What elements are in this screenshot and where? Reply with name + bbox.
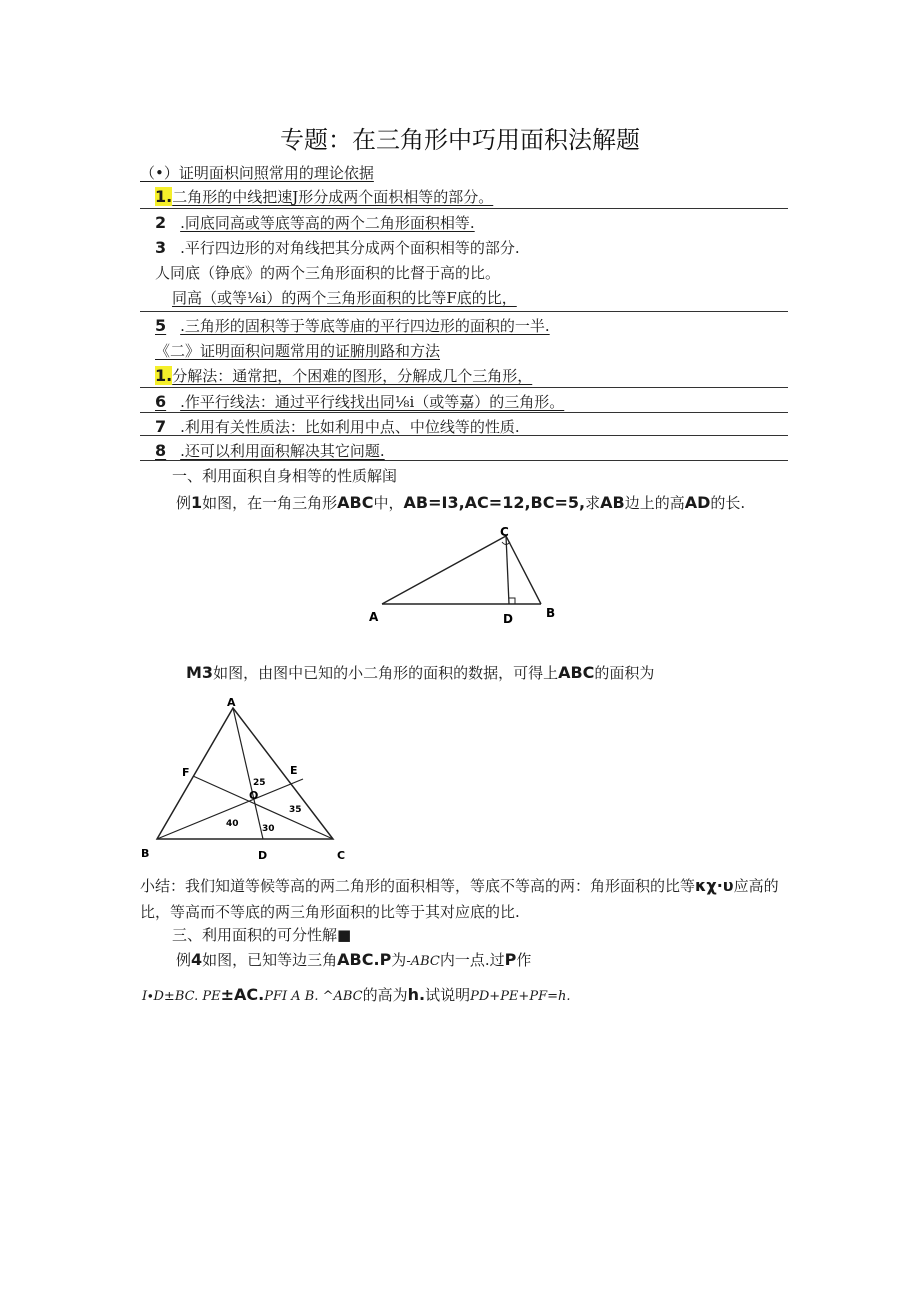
section2-heading: 《二》证明面积问题常用的证腑刖路和方法 xyxy=(155,342,441,360)
divider xyxy=(140,208,788,209)
ex3-text: 如图，由图中已知的小二角形的面积的数据，可得上 xyxy=(213,664,559,682)
item-number: 1. xyxy=(155,187,173,206)
ex4-text: 为 xyxy=(391,951,407,969)
label-d: D xyxy=(503,612,513,626)
list-item xyxy=(155,238,520,258)
ex1-ad: AD xyxy=(684,493,711,512)
ex1-prefix: 例 xyxy=(176,494,192,512)
ex1-text: 如图，在一角三角形 xyxy=(202,494,338,512)
ex4-formula: PD+PE+PF=h. xyxy=(470,989,571,1004)
ex4-formula-bold: ±AC. xyxy=(220,985,265,1004)
section1-heading: （•）证明面枳问照常用的理论依据 xyxy=(140,164,374,182)
label-f: F xyxy=(182,766,190,779)
item-number: 8 xyxy=(155,441,167,460)
item-text: 同高（或等⅛i）的两个三角形面积的比等F底的比， xyxy=(172,289,517,307)
ex1-number: 1 xyxy=(191,493,203,512)
list-item xyxy=(155,392,564,412)
item-number: 2 xyxy=(155,213,167,232)
ex4-formula: I∙D±BC. PE xyxy=(142,989,221,1004)
label-a: A xyxy=(227,696,236,709)
ex1-ask: 求 xyxy=(585,494,601,512)
ex4-text: 如图，已知等边三角 xyxy=(202,951,338,969)
item-text: .三角形的固积等于等底等庙的平行四边形的面积的一半. xyxy=(180,317,550,335)
item-number: 7 xyxy=(155,417,167,436)
divider xyxy=(140,412,788,413)
item-number: 5 xyxy=(155,316,167,335)
area-label: 30 xyxy=(262,824,275,834)
ex4-text: 的高为 xyxy=(362,986,408,1004)
example4-line-1 xyxy=(176,950,531,972)
ex4-text: 内一点.过 xyxy=(439,951,505,969)
figure-right-triangle xyxy=(360,522,570,630)
summary-line-1 xyxy=(140,876,779,896)
ex4-text: 作 xyxy=(516,951,532,969)
ex1-ab: AB xyxy=(600,493,625,512)
example1-text xyxy=(176,493,745,513)
ex1-tail: 边上的高 xyxy=(624,494,685,512)
figure-cevian-triangle xyxy=(135,693,355,868)
area-label: 35 xyxy=(289,805,302,815)
ex3-tail: 的面积为 xyxy=(594,664,655,682)
ex1-end: 的长. xyxy=(710,494,746,512)
list-item xyxy=(155,441,385,461)
ex4-abc: ABC.P xyxy=(337,950,392,969)
triangle-abc xyxy=(382,536,541,604)
ex4-text: 试说明 xyxy=(425,986,471,1004)
ex3-abc: ABC xyxy=(558,663,595,682)
label-e: E xyxy=(290,764,298,777)
item-text: .还可以利用面积解决其它问题. xyxy=(180,442,385,460)
label-o: O xyxy=(249,789,259,802)
ex1-abc: ABC xyxy=(337,493,374,512)
part3-heading: 三、利用面积的可分性解■ xyxy=(172,926,352,944)
summary-text: 应高的 xyxy=(733,877,779,895)
divider xyxy=(140,435,788,436)
ex4-h: h. xyxy=(407,985,426,1004)
list-item xyxy=(155,263,500,283)
part1-heading: 一、利用面积自身相等的性质解闺 xyxy=(172,467,398,485)
item-text: .作平行线法：通过平行线找出同⅛i（或等嘉）的三角形。 xyxy=(180,393,565,411)
item-number: 3 xyxy=(155,238,167,257)
label-b: B xyxy=(546,606,556,620)
item-text: 分解法：通常把，个困难的图形，分解成几个三角形， xyxy=(172,367,533,385)
right-angle-d xyxy=(509,598,515,604)
page-title: 专题：在三角形中巧用面积法解题 xyxy=(280,126,640,154)
area-label: 40 xyxy=(226,819,239,829)
list-item xyxy=(155,213,475,233)
cevian-be xyxy=(157,779,303,839)
item-number: 6 xyxy=(155,392,167,411)
ex4-abc-italic: -ABC xyxy=(406,954,440,969)
label-c: C xyxy=(337,849,346,862)
ex4-prefix: 例 xyxy=(176,951,192,969)
label-d: D xyxy=(258,849,268,862)
summary-text: 小结：我们知道等候等高的两二角形的面积相等，等底不等高的两：角形面积的比等 xyxy=(140,877,696,895)
label-b: B xyxy=(141,847,150,860)
ex4-formula: PFI A B. ^ABC xyxy=(264,989,363,1004)
list-item xyxy=(155,187,493,207)
item-text: .平行四边形的对角线把其分成两个面积相等的部分. xyxy=(180,239,520,257)
ex1-given: AB=I3,AC=12,BC=5, xyxy=(403,493,586,512)
divider xyxy=(140,460,788,461)
label-c: C xyxy=(500,525,509,539)
item-text: 人同底（铮底》的两个三角形面积的比督于高的比。 xyxy=(155,264,501,282)
list-item xyxy=(155,417,520,437)
ex1-mid: 中， xyxy=(373,494,404,512)
list-item xyxy=(172,288,517,308)
area-label: 25 xyxy=(253,778,266,788)
summary-symbol: κχ·υ xyxy=(695,876,734,895)
item-number: 1. xyxy=(155,366,173,385)
summary-line-2: 比，等高而不等底的两三角形面积的比等于其对应底的比. xyxy=(140,903,520,921)
item-text: .同底同高或等底等高的两个二角形面积相等. xyxy=(180,214,475,232)
list-item xyxy=(155,316,550,336)
label-a: A xyxy=(369,610,379,624)
divider xyxy=(140,387,788,388)
ex3-prefix: M3 xyxy=(186,663,214,682)
ex4-p: P xyxy=(504,950,517,969)
list-item xyxy=(155,366,532,386)
item-text: .利用有关性质法：比如利用中点、中位线等的性质. xyxy=(180,418,520,436)
divider xyxy=(140,311,788,312)
example4-line-2 xyxy=(142,985,570,1007)
altitude-cd xyxy=(506,536,509,604)
item-text: 二角形的中线把速J形分成两个面枳相等的部分。 xyxy=(172,188,494,206)
example3-text xyxy=(186,663,654,683)
ex4-number: 4 xyxy=(191,950,203,969)
